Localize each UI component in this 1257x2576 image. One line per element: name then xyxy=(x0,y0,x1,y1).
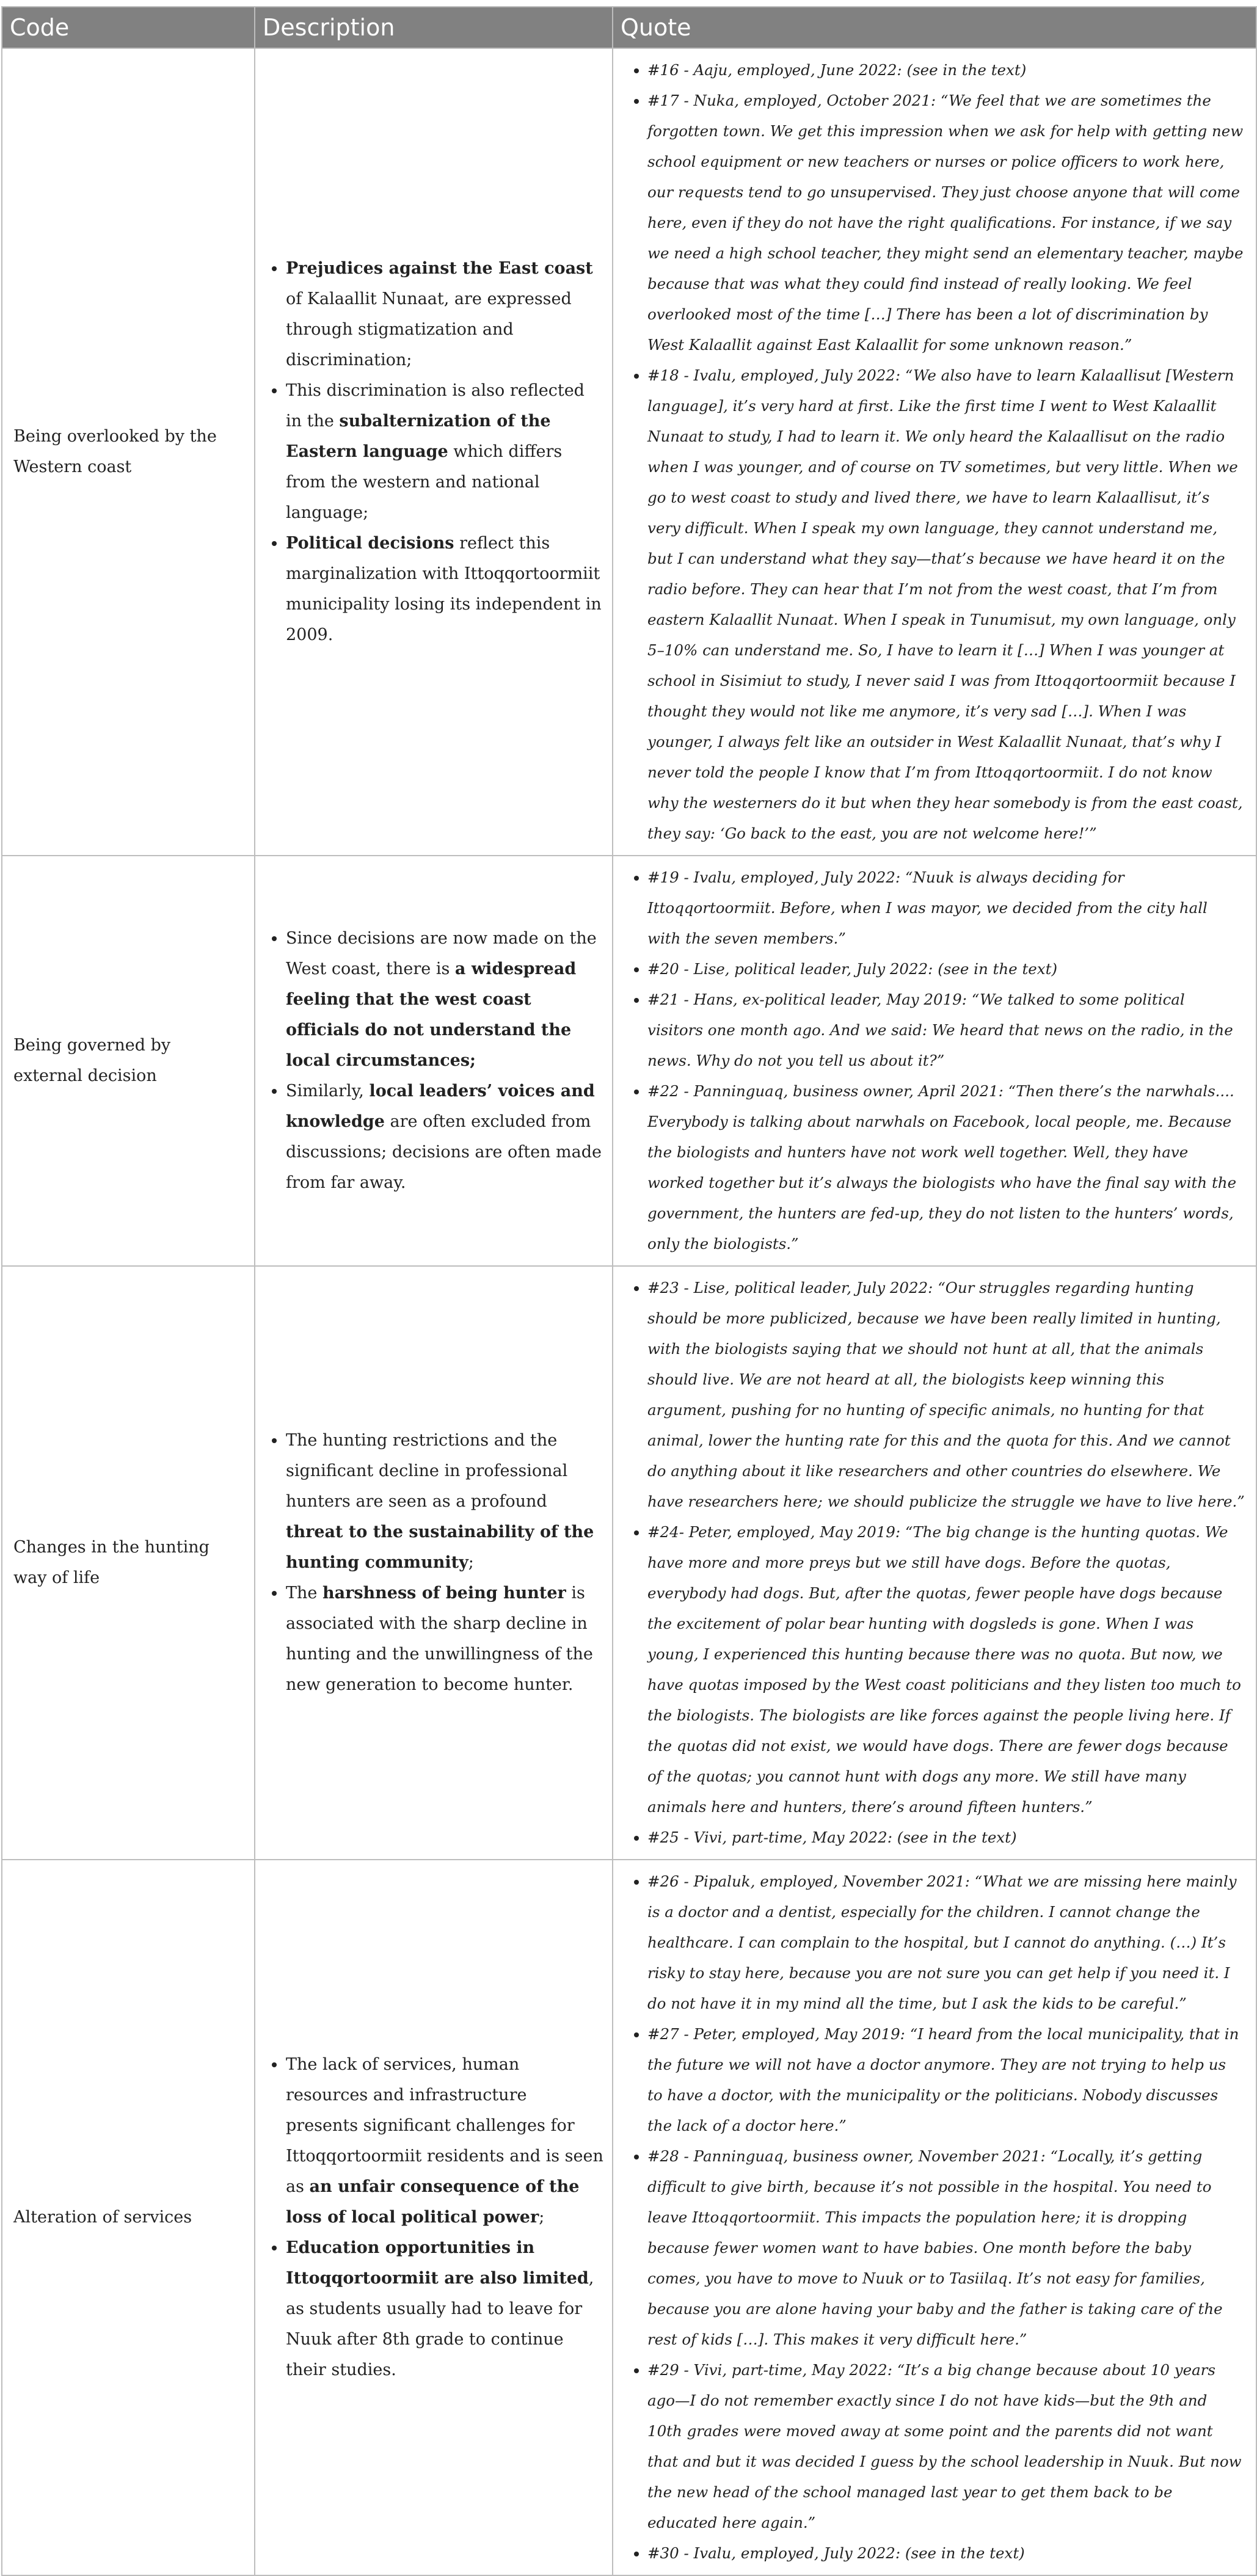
table-row xyxy=(2,1860,1256,2575)
description-item: • The harshness of being hunter is associated with the sharp decline in hunting and the unwillingness of the new generation to become hunter. xyxy=(286,1578,603,1700)
description-item: • Since decisions are now made on the West coast, there is a widespread feeling that the west coast officials do not understand the local circumstances; xyxy=(286,923,603,1076)
quote-item: • #16 - Aaju, employed, June 2022: (see in the text) xyxy=(647,55,1245,86)
description-cell xyxy=(255,1266,613,1860)
code-cell: Being overlooked by the Western coast xyxy=(2,48,255,856)
quote-item: • #28 - Panninguaq, business owner, November 2021: “Locally, it’s getting difficult to give birth, because it’s not possible in the hospital. You need to leave Ittoqqortoormiit. This impacts the population here; it is dropping because fewer women want to have babies. One month before the baby comes, you have to move to Nuuk or to Tasiilaq. It’s not easy for families, because you are alone having your baby and the father is taking care of the rest of kids […]. This makes it very difficult here.” xyxy=(647,2141,1245,2355)
quote-item: • #24- Peter, employed, May 2019: “The big change is the hunting quotas. We have more and more preys but we still have dogs. Before the quotas, everybody had dogs. But, after the quotas, fewer people have dogs because the excitement of polar bear hunting with dogsleds is gone. When I was young, I experienced this hunting because there was no quota. But now, we have quotas imposed by the West coast politicians and they listen too much to the biologists. The biologists are like forces against the people living here. If the quotas did not exist, we would have dogs. There are fewer dogs because of the quotas; you cannot hunt with dogs any more. We still have many animals here and hunters, there’s around fifteen hunters.” xyxy=(647,1517,1245,1822)
description-item: • The hunting restrictions and the significant decline in professional hunters are seen as a profound threat to the sustainability of the hunting community; xyxy=(286,1425,603,1578)
quote-item: • #27 - Peter, employed, May 2019: “I heard from the local municipality, that in the future we will not have a doctor anymore. They are not trying to help us to have a doctor, with the municipality or the politicians. Nobody discusses the lack of a doctor here.” xyxy=(647,2019,1245,2141)
description-cell xyxy=(255,856,613,1266)
table-row xyxy=(2,856,1256,1266)
quote-item: • #26 - Pipaluk, employed, November 2021: “What we are missing here mainly is a doctor and a dentist, especially for the children. I cannot change the healthcare. I can complain to the hospital, but I cannot do anything. (…) It’s risky to stay here, because you are not sure you can get help if you need it. I do not have it in my mind all the time, but I ask the kids to be careful.” xyxy=(647,1866,1245,2019)
quote-cell xyxy=(613,1860,1256,2575)
description-cell xyxy=(255,48,613,856)
description-item: • This discrimination is also reflected in the subalternization of the Eastern language which differs from the western and national language; xyxy=(286,376,603,528)
quote-item: • #17 - Nuka, employed, October 2021: “We feel that we are sometimes the forgotten town. We get this impression when we ask for help with getting new school equipment or new teachers or nurses or police officers to work here, our requests tend to go unsupervised. They just choose anyone that will come here, even if they do not have the right qualifications. For instance, if we say we need a high school teacher, they might send an elementary teacher, maybe because that was what they could find instead of really looking. We feel overlooked most of the time […] There has been a lot of discrimination by West Kalaallit against East Kalaallit for some unknown reason.” xyxy=(647,86,1245,360)
description-item: • Prejudices against the East coast of Kalaallit Nunaat, are expressed through stigmatization and discrimination; xyxy=(286,253,603,376)
table-row xyxy=(2,1266,1256,1860)
description-item: • Similarly, local leaders’ voices and knowledge are often excluded from discussions; decisions are often made from far away. xyxy=(286,1076,603,1198)
interview-quotes-table xyxy=(1,6,1257,2576)
description-item: • Education opportunities in Ittoqqortoormiit are also limited, as students usually had to leave for Nuuk after 8th grade to continue their studies. xyxy=(286,2233,603,2385)
header-code: Code xyxy=(2,7,255,48)
table-header-row xyxy=(2,7,1256,48)
code-cell: Changes in the hunting way of life xyxy=(2,1266,255,1860)
table-row xyxy=(2,48,1256,856)
quote-item: • #22 - Panninguaq, business owner, April 2021: “Then there’s the narwhals.... Everybody is talking about narwhals on Facebook, local people, me. Because the biologists and hunters have not work well together. Well, they have worked together but it’s always the biologists who have the final say with the government, the hunters are fed-up, they do not listen to the hunters’ words, only the biologists.” xyxy=(647,1076,1245,1259)
description-item: • The lack of services, human resources and infrastructure presents significant challenges for Ittoqqortoormiit residents and is seen as an unfair consequence of the loss of local political power; xyxy=(286,2050,603,2233)
description-cell xyxy=(255,1860,613,2575)
quote-item: • #29 - Vivi, part-time, May 2022: “It’s a big change because about 10 years ago—I do not remember exactly since I do not have kids—but the 9th and 10th grades were moved away at some point and the parents did not want that and but it was decided I guess by the school leadership in Nuuk. But now the new head of the school managed last year to get them back to be educated here again.” xyxy=(647,2355,1245,2538)
quote-cell xyxy=(613,1266,1256,1860)
header-quote: Quote xyxy=(613,7,1256,48)
header-description: Description xyxy=(255,7,613,48)
quote-item: • #20 - Lise, political leader, July 2022: (see in the text) xyxy=(647,954,1245,984)
code-cell: Being governed by external decision xyxy=(2,856,255,1266)
quote-item: • #19 - Ivalu, employed, July 2022: “Nuuk is always deciding for Ittoqqortoormiit. Before, when I was mayor, we decided from the city hall with the seven members.” xyxy=(647,862,1245,954)
quote-item: • #21 - Hans, ex-political leader, May 2019: “We talked to some political visitors one month ago. And we said: We heard that news on the radio, in the news. Why do not you tell us about it?” xyxy=(647,984,1245,1076)
quote-cell xyxy=(613,48,1256,856)
quote-cell xyxy=(613,856,1256,1266)
code-cell: Alteration of services xyxy=(2,1860,255,2575)
quote-item: • #25 - Vivi, part-time, May 2022: (see in the text) xyxy=(647,1822,1245,1853)
quote-item: • #18 - Ivalu, employed, July 2022: “We also have to learn Kalaallisut [Western language], it’s very hard at first. Like the first time I went to West Kalaallit Nunaat to study, I had to learn it. We only heard the Kalaallisut on the radio when I was younger, and of course on TV sometimes, but very little. When we go to west coast to study and lived there, we have to learn Kalaallisut, it’s very difficult. When I speak my own language, they cannot understand me, but I can understand what they say—that’s because we have heard it on the radio before. They can hear that I’m not from the west coast, that I’m from eastern Kalaallit Nunaat. When I speak in Tunumisut, my own language, only 5–10% can understand me. So, I have to learn it […] When I was younger at school in Sisimiut to study, I never said I was from Ittoqqortoormiit because I thought they would not like me anymore, it’s very sad […]. When I was younger, I always felt like an outsider in West Kalaallit Nunaat, that’s why I never told the people I know that I’m from Ittoqqortoormiit. I do not know why the westerners do it but when they hear somebody is from the east coast, they say: ‘Go back to the east, you are not welcome here!’” xyxy=(647,360,1245,849)
description-item: • Political decisions reflect this marginalization with Ittoqqortoormiit municipality losing its independent in 2009. xyxy=(286,528,603,650)
quote-item: • #23 - Lise, political leader, July 2022: “Our struggles regarding hunting should be more publicized, because we have been really limited in hunting, with the biologists saying that we should not hunt at all, that the animals should live. We are not heard at all, the biologists keep winning this argument, pushing for no hunting of specific animals, no hunting for that animal, lower the hunting rate for this and the quota for this. And we cannot do anything about it like researchers and other countries do elsewhere. We have researchers here; we should publicize the struggle we have to live here.” xyxy=(647,1273,1245,1517)
quote-item: • #30 - Ivalu, employed, July 2022: (see in the text) xyxy=(647,2538,1245,2569)
